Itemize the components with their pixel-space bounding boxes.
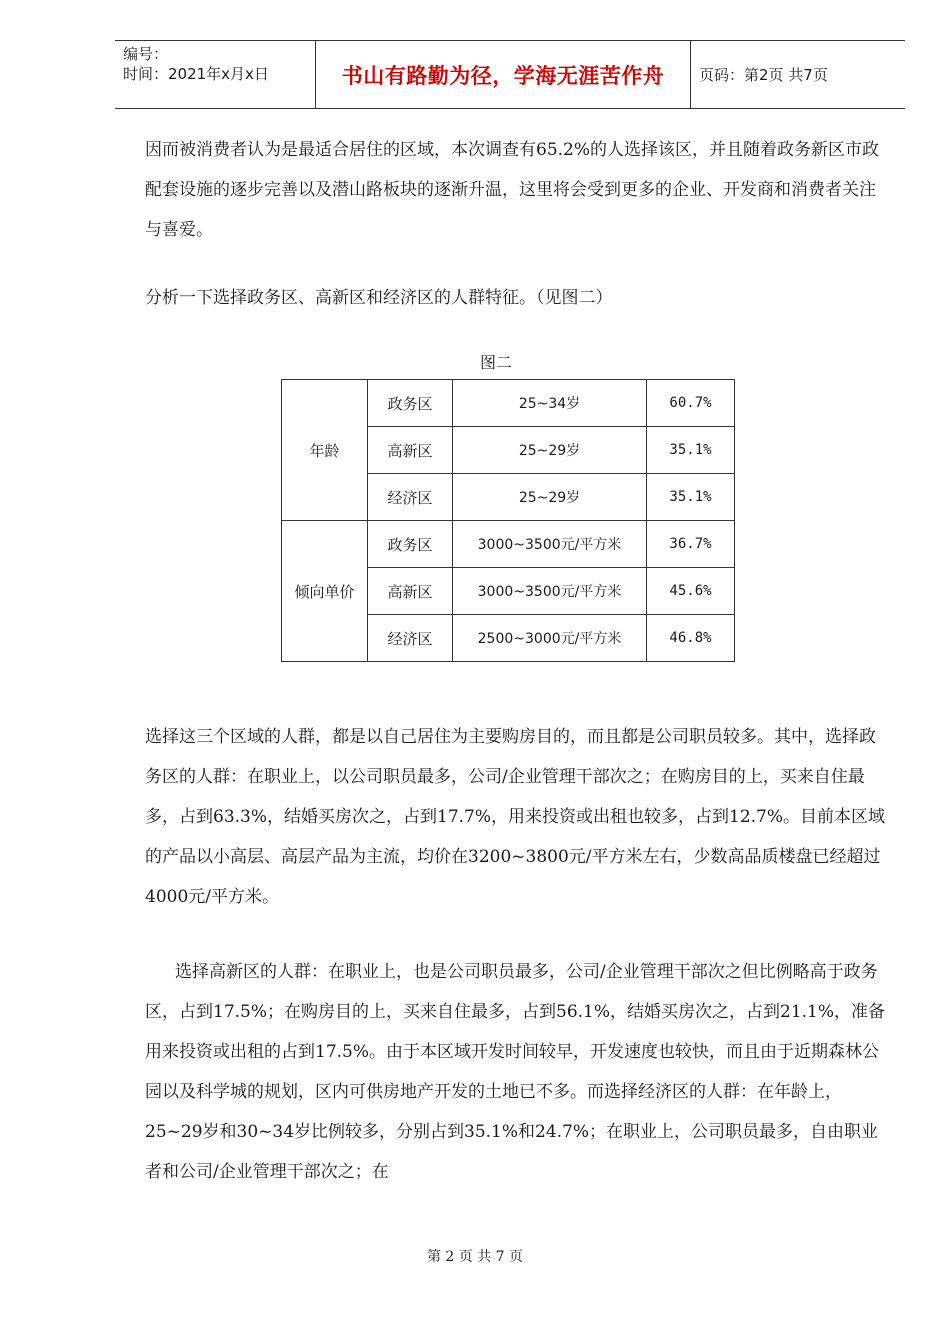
range-cell bbox=[453, 521, 647, 568]
percent-cell: 35.1% bbox=[647, 474, 735, 521]
paragraph-2: 分析一下选择政务区、高新区和经济区的人群特征。（见图二） bbox=[145, 288, 613, 308]
district-cell: 高新区 bbox=[368, 568, 453, 615]
range-cell bbox=[453, 568, 647, 615]
range-value: 25~29岁 bbox=[518, 443, 581, 459]
group-label: 倾向单价 bbox=[282, 521, 368, 662]
page-header bbox=[115, 40, 905, 109]
header-page-label: 页码：第2页 共7页 bbox=[699, 66, 828, 84]
figure-table bbox=[281, 379, 735, 662]
range-value: 25~34岁 bbox=[518, 396, 581, 412]
paragraph-1: 因而被消费者认为是最适合居住的区域，本次调查有65.2%的人选择该区，并且随着政务新区市政配套设施的逐步完善以及潜山路板块的逐渐升温，这里将会受到更多的企业、开发商和消费者关注与喜爱。 bbox=[145, 140, 880, 240]
group-label: 年龄 bbox=[282, 380, 368, 521]
header-number-label: 编号： bbox=[123, 45, 169, 63]
district-cell: 政务区 bbox=[368, 380, 453, 427]
district-cell: 经济区 bbox=[368, 474, 453, 521]
table-row bbox=[282, 380, 735, 427]
percent-cell: 45.6% bbox=[647, 568, 735, 615]
figure-title: 图二 bbox=[480, 353, 513, 372]
range-value: 3000~3500元/平方米 bbox=[477, 537, 622, 553]
header-time-label: 时间：2021年x月x日 bbox=[123, 65, 269, 83]
table-row bbox=[282, 521, 735, 568]
paragraph-3: 选择这三个区域的人群，都是以自己居住为主要购房目的，而且都是公司职员较多。其中，选择政务区的人群：在职业上，以公司职员最多，公司/企业管理干部次之；在购房目的上，买来自住最多，占到63.3%，结婚买房次之，占到17.7%，用来投资或出租也较多，占到12.7%。目前本区域的产品以小高层、高层产品为主流，均价在3200~3800元/平方米左右，少数高品质楼盘已经超过4000元/平方米。 bbox=[145, 727, 886, 907]
district-cell: 经济区 bbox=[368, 615, 453, 662]
header-motto: 书山有路勤为径，学海无涯苦作舟 bbox=[341, 63, 665, 88]
district-cell: 高新区 bbox=[368, 427, 453, 474]
range-value: 3000~3500元/平方米 bbox=[477, 584, 622, 600]
range-cell bbox=[453, 380, 647, 427]
range-value: 25~29岁 bbox=[518, 490, 581, 506]
page-footer: 第 2 页 共 7 页 bbox=[426, 1249, 524, 1265]
percent-cell: 36.7% bbox=[647, 521, 735, 568]
header-meta bbox=[115, 41, 315, 108]
header-motto-cell bbox=[315, 41, 691, 108]
range-value: 2500~3000元/平方米 bbox=[477, 631, 622, 647]
range-cell bbox=[453, 474, 647, 521]
range-cell bbox=[453, 427, 647, 474]
district-cell: 政务区 bbox=[368, 521, 453, 568]
percent-cell: 35.1% bbox=[647, 427, 735, 474]
percent-cell: 46.8% bbox=[647, 615, 735, 662]
range-cell bbox=[453, 615, 647, 662]
percent-cell: 60.7% bbox=[647, 380, 735, 427]
paragraph-4: 选择高新区的人群：在职业上，也是公司职员最多，公司/企业管理干部次之但比例略高于政务区，占到17.5%；在购房目的上，买来自住最多，占到56.1%，结婚买房次之，占到21.1%，准备用来投资或出租的占到17.5%。由于本区域开发时间较早，开发速度也较快，而且由于近期森林公园以及科学城的规划，区内可供房地产开发的土地已不多。而选择经济区的人群：在年龄上，25~29岁和30~34岁比例较多，分别占到35.1%和24.7%；在职业上，公司职员最多，自由职业者和公司/企业管理干部次之；在 bbox=[145, 962, 886, 1182]
